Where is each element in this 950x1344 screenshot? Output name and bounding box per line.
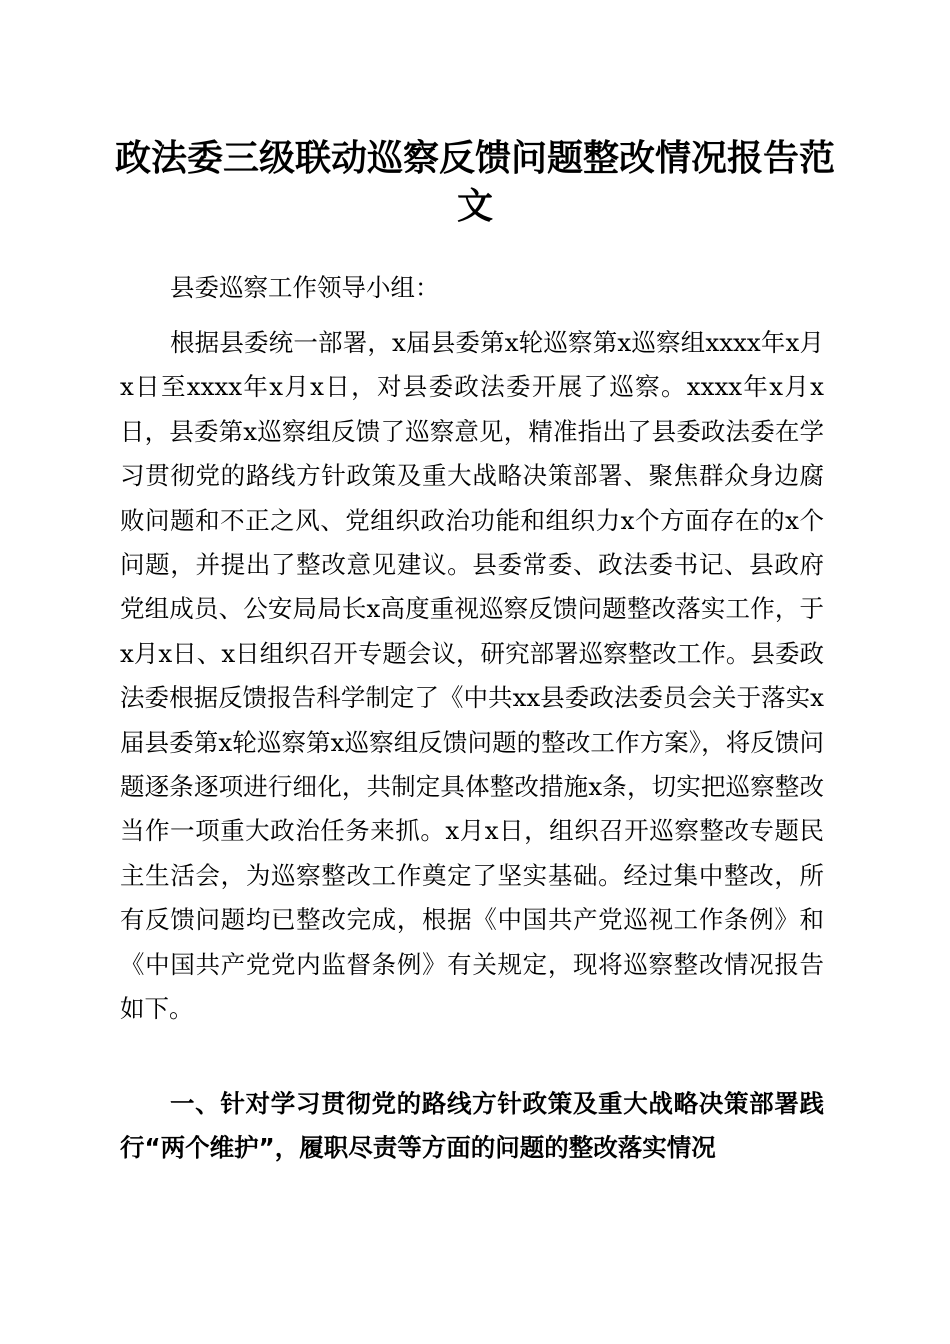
document-title: 政法委三级联动巡察反馈问题整改情况报告范文 xyxy=(114,137,835,227)
salutation: 县委巡察工作领导小组： xyxy=(170,273,440,302)
body-paragraph: 根据县委统一部署，x届县委第x轮巡察第x巡察组xxxx年x月x日至xxxx年x月x日，对县委政法委开展了巡察。xxxx年x月x日，县委第x巡察组反馈了巡察意见，精准指出了县委政法委在学习贯彻党的路线方针政策及重大战略决策部署、聚焦群众身边腐败问题和不正之风、党组织政治功能和组织力x个方面存在的x个问题，并提出了整改意见建议。县委常委、政法委书记、县政府党组成员、公安局局长x高度重视巡察反馈问题整改落实工作，于x月x日、x日组织召开专题会议，研究部署巡察整改工作。县委政法委根据反馈报告科学制定了《中共xx县委政法委员会关于落实x届县委第x轮巡察第x巡察组反馈问题的整改工作方案》，将反馈问题逐条逐项进行细化，共制定具体整改措施x条，切实把巡察整改当作一项重大政治任务来抓。x月x日，组织召开巡察整改专题民主生活会，为巡察整改工作奠定了坚实基础。经过集中整改，所有反馈问题均已整改完成，根据《中国共产党巡视工作条例》和《中国共产党党内监督条例》有关规定，现将巡察整改情况报告如下。 xyxy=(120,328,824,1024)
section-heading: 一、针对学习贯彻党的路线方针政策及重大战略决策部署践行“两个维护”，履职尽责等方面的问题的整改落实情况 xyxy=(120,1089,824,1162)
